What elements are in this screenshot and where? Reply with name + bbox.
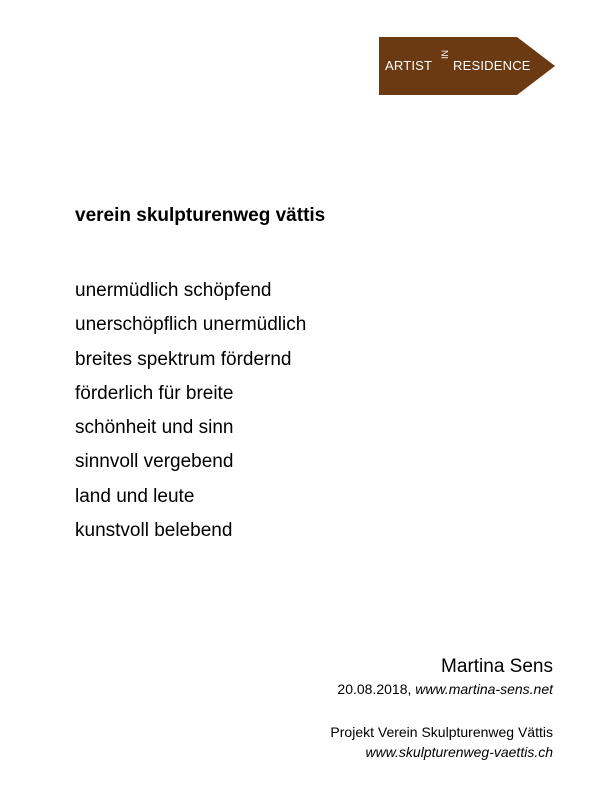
poem-line: sinnvoll vergebend (75, 451, 234, 473)
poem-title: verein skulpturenweg vättis (75, 205, 326, 226)
author-meta (337, 679, 553, 699)
author-name: Martina Sens (441, 656, 553, 677)
logo-word-in-text: IN (440, 50, 450, 59)
poem-line: breites spektrum fördernd (75, 348, 292, 370)
poem-lines (75, 274, 306, 548)
poem-line: förderlich für breite (75, 382, 234, 404)
poem-line: kunstvoll belebend (75, 520, 233, 542)
poem-line: land und leute (75, 485, 195, 507)
project-website-link[interactable]: www.skulpturenweg-vaettis.ch (365, 744, 553, 760)
logo-word-in (440, 50, 450, 59)
project-name: Projekt Verein Skulpturenweg Vättis (330, 724, 553, 740)
author-date: 20.08.2018, (337, 681, 416, 697)
project-block (330, 722, 553, 762)
author-website-link[interactable]: www.martina-sens.net (415, 681, 553, 697)
poem-line: schönheit und sinn (75, 417, 234, 439)
artist-in-residence-logo (379, 37, 555, 95)
poem-line: unermüdlich schöpfend (75, 280, 272, 301)
poem-line: unerschöpflich unermüdlich (75, 314, 307, 336)
logo-word-artist: ARTIST (385, 58, 433, 73)
logo-text (379, 50, 555, 78)
signature-block (337, 655, 553, 699)
logo-word-residence: RESIDENCE (453, 58, 531, 73)
